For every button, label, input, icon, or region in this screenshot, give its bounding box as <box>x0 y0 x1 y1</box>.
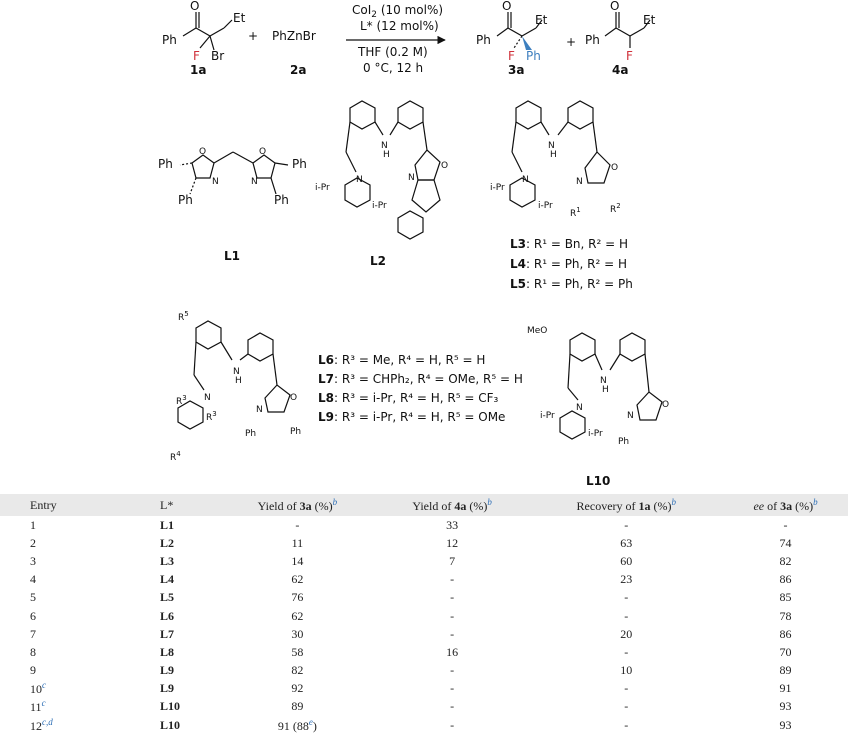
cell-ligand: L9 <box>160 681 175 696</box>
ligand-L1-label: L1 <box>224 249 240 263</box>
cell-yield-3a: 82 <box>291 663 304 678</box>
cell-yield-4a: - <box>450 699 455 714</box>
svg-text:Ph: Ph <box>618 437 630 447</box>
ligand-L2-label: L2 <box>370 254 386 268</box>
svg-text:O: O <box>502 0 512 13</box>
svg-text:MeO: MeO <box>527 326 548 336</box>
svg-text:i-Pr: i-Pr <box>315 183 330 193</box>
cell-entry: 7 <box>30 626 36 641</box>
cell-entry: 5 <box>30 590 36 605</box>
reagent-label: 2a <box>290 63 307 77</box>
svg-text:N: N <box>233 367 240 377</box>
svg-text:Ph: Ph <box>526 49 541 63</box>
svg-text:H: H <box>383 150 390 160</box>
cell-yield-3a: 11 <box>291 535 304 550</box>
svg-text:N: N <box>408 173 415 183</box>
svg-text:CoI2 (10 mol%): CoI$_2$ (10 mol%) <box>352 3 444 20</box>
cell-entry: 9 <box>30 663 36 678</box>
svg-text:H: H <box>602 385 609 395</box>
cell-yield-4a: - <box>450 608 455 623</box>
cell-yield-3a: 58 <box>291 644 304 659</box>
svg-text:Ph: Ph <box>274 193 289 207</box>
svg-text:R3: $R^3$ <box>176 394 187 407</box>
cell-recovery-1a: - <box>624 699 629 714</box>
cell-ee-3a: 91 <box>779 681 792 696</box>
cell-yield-3a: 76 <box>291 590 304 605</box>
cell-recovery-1a: 60 <box>620 553 633 568</box>
substrate-et: Et <box>233 11 246 25</box>
ligand-L10-label: L10 <box>586 474 611 488</box>
svg-text:O: O <box>190 0 200 13</box>
table-row <box>0 607 848 625</box>
substrate-1a <box>162 0 246 77</box>
cell-ee-3a: 85 <box>779 590 792 605</box>
cell-entry: 12$^{c,d}$ <box>30 716 53 733</box>
cell-yield-4a: - <box>450 626 455 641</box>
cell-entry: 6 <box>30 608 36 623</box>
reagent-2a <box>272 29 316 77</box>
reagent-formula: PhZnBr <box>272 29 316 43</box>
cell-ee-3a: 74 <box>779 535 792 550</box>
cell-recovery-1a: 23 <box>620 572 633 587</box>
cell-recovery-1a: - <box>624 717 629 732</box>
cell-entry: 2 <box>30 535 36 550</box>
substrate-label: 1a <box>190 63 207 77</box>
cell-recovery-1a: - <box>624 644 629 659</box>
svg-text:N: N <box>381 141 388 151</box>
svg-text:L7: R³ = CHPh₂, R⁴ = OMe, R⁵ =: L7: R³ = CHPh₂, R⁴ = OMe, R⁵ = H <box>318 372 523 386</box>
table-row <box>0 589 848 607</box>
table-body <box>0 516 848 734</box>
condition-temp: 0 °C, 12 h <box>363 61 424 75</box>
header-ee-3a: ee of 3a (%)$^b$ <box>753 496 818 513</box>
cell-ee-3a: 93 <box>779 717 792 732</box>
cell-entry: 8 <box>30 644 36 659</box>
svg-text:N: N <box>548 141 555 151</box>
ligand-L2 <box>315 101 448 268</box>
svg-text:i-Pr: i-Pr <box>372 201 387 211</box>
side-product-4a <box>585 0 656 77</box>
table-row <box>0 534 848 552</box>
header-yield-3a: Yield of 3a (%)$^b$ <box>257 496 338 513</box>
svg-text:i-Pr: i-Pr <box>588 429 603 439</box>
svg-text:N: N <box>627 411 634 421</box>
svg-text:N: N <box>600 376 607 386</box>
cell-ligand: L8 <box>160 644 175 659</box>
cell-ee-3a: 93 <box>779 699 792 714</box>
table-row <box>0 698 848 716</box>
svg-text:Et: Et <box>643 13 656 27</box>
svg-text:Ph: Ph <box>585 33 600 47</box>
svg-text:N: N <box>576 403 583 413</box>
cell-ligand: L1 <box>160 517 175 532</box>
cell-entry: 11$^c$ <box>30 698 46 715</box>
product-3a <box>476 0 548 77</box>
svg-text:L4: R¹ = Ph, R² = H: L4: R¹ = Ph, R² = H <box>510 257 628 271</box>
svg-text:N: N <box>522 175 529 185</box>
cell-ligand: L10 <box>160 699 181 714</box>
svg-text:O: O <box>259 147 267 157</box>
svg-text:i-Pr: i-Pr <box>540 411 555 421</box>
svg-text:O: O <box>290 393 298 403</box>
cell-yield-4a: - <box>450 681 455 696</box>
cell-ee-3a: 86 <box>779 626 792 641</box>
cell-yield-3a: 62 <box>291 572 304 587</box>
svg-text:i-Pr: i-Pr <box>538 201 553 211</box>
cell-ligand: L6 <box>160 608 175 623</box>
cell-ee-3a: 78 <box>779 608 792 623</box>
cell-recovery-1a: - <box>624 608 629 623</box>
condition-solvent: THF (0.2 M) <box>358 45 428 59</box>
svg-text:Ph: Ph <box>290 427 302 437</box>
svg-text:O: O <box>610 0 620 13</box>
svg-text:R5: $R^5$ <box>178 310 189 323</box>
svg-text:Ph: Ph <box>292 157 307 171</box>
svg-text:H: H <box>550 150 557 160</box>
svg-text:Et: Et <box>535 13 548 27</box>
product-label: 3a <box>508 63 525 77</box>
table-row <box>0 552 848 570</box>
cell-yield-3a: 14 <box>291 553 304 568</box>
svg-text:N: N <box>576 177 583 187</box>
cell-yield-4a: - <box>450 572 455 587</box>
svg-text:R3: $R^3$ <box>206 410 217 423</box>
svg-text:Ph: Ph <box>178 193 193 207</box>
cell-ligand: L7 <box>160 626 175 641</box>
cell-recovery-1a: 10 <box>620 663 633 678</box>
cell-recovery-1a: 20 <box>620 626 633 641</box>
table-header-row <box>0 494 848 516</box>
svg-text:O: O <box>662 400 670 410</box>
cell-ligand: L10 <box>160 717 181 732</box>
cell-yield-4a: - <box>450 590 455 605</box>
cell-recovery-1a: - <box>624 681 629 696</box>
optimization-table <box>0 494 848 734</box>
table-row <box>0 625 848 643</box>
svg-text:F: F <box>626 49 633 63</box>
cell-yield-4a: 7 <box>449 553 456 568</box>
table-row <box>0 516 848 534</box>
svg-text:R4: $R^4$ <box>170 450 181 463</box>
cell-ee-3a: 89 <box>779 663 792 678</box>
substrate-ph: Ph <box>162 33 177 47</box>
svg-text:R1: $R^1$ <box>570 206 581 219</box>
svg-text:N: N <box>212 177 219 187</box>
cell-entry: 1 <box>30 517 36 532</box>
svg-text:N: N <box>251 177 258 187</box>
header-entry: Entry <box>30 497 57 512</box>
table-row <box>0 571 848 589</box>
cell-yield-4a: - <box>450 717 455 732</box>
ligand-L6-L9 <box>170 310 523 463</box>
table-row <box>0 643 848 661</box>
svg-text:N: N <box>256 405 263 415</box>
table-row <box>0 680 848 698</box>
svg-text:H: H <box>235 376 242 386</box>
cell-ligand: L9 <box>160 663 175 678</box>
svg-text:Ph: Ph <box>245 429 257 439</box>
cell-yield-3a: 92 <box>291 681 304 696</box>
cell-ligand: L2 <box>160 535 175 550</box>
ligand-L10 <box>527 326 669 488</box>
svg-text:N: N <box>356 175 363 185</box>
table-row <box>0 662 848 680</box>
cell-yield-4a: 16 <box>446 644 459 659</box>
svg-text:L3: R¹ = Bn, R² = H: L3: R¹ = Bn, R² = H <box>510 237 629 251</box>
cell-recovery-1a: - <box>624 590 629 605</box>
substrate-br: Br <box>211 49 225 63</box>
svg-text:L8: R³ = i-Pr, R⁴ = H, R⁵ = CF: L8: R³ = i-Pr, R⁴ = H, R⁵ = CF₃ <box>318 391 499 405</box>
cell-ligand: L5 <box>160 590 175 605</box>
cell-entry: 10$^c$ <box>30 680 46 697</box>
svg-text:i-Pr: i-Pr <box>490 183 505 193</box>
cell-entry: 4 <box>30 572 36 587</box>
condition-ligand: L* (12 mol%) <box>360 19 439 33</box>
svg-text:L6: R³ = Me, R⁴ = H, R⁵ = H: L6: R³ = Me, R⁴ = H, R⁵ = H <box>318 353 486 367</box>
cell-yield-3a: - <box>295 517 300 532</box>
svg-text:L9: R³ = i-Pr, R⁴ = H, R⁵ = OM: L9: R³ = i-Pr, R⁴ = H, R⁵ = OMe <box>318 410 506 424</box>
ligand-L1 <box>158 147 307 263</box>
svg-text:O: O <box>441 161 449 171</box>
plus-sign-1: + <box>248 29 259 43</box>
cell-ligand: L4 <box>160 572 175 587</box>
cell-recovery-1a: 63 <box>620 535 633 550</box>
header-recovery-1a: Recovery of 1a (%)$^b$ <box>576 496 677 513</box>
cell-recovery-1a: - <box>624 517 629 532</box>
svg-text:O: O <box>199 147 207 157</box>
plus-sign-2: + <box>566 35 577 49</box>
side-product-label: 4a <box>612 63 629 77</box>
cell-yield-4a: 33 <box>446 517 459 532</box>
table-row <box>0 716 848 734</box>
substrate-f: F <box>193 49 200 63</box>
cell-yield-3a: 30 <box>291 626 304 641</box>
svg-text:F: F <box>508 49 515 63</box>
reaction-arrow <box>346 3 445 75</box>
cell-ee-3a: 70 <box>779 644 792 659</box>
header-ligand: L* <box>160 497 174 512</box>
cell-yield-3a: 89 <box>291 699 304 714</box>
svg-text:O: O <box>611 163 619 173</box>
svg-text:R2: $R^2$ <box>610 202 621 215</box>
cell-yield-3a: 62 <box>291 608 304 623</box>
svg-text:Ph: Ph <box>476 33 491 47</box>
cell-ee-3a: - <box>783 517 788 532</box>
cell-ee-3a: 86 <box>779 572 792 587</box>
cell-entry: 3 <box>30 553 36 568</box>
svg-text:L5: R¹ = Ph, R² = Ph: L5: R¹ = Ph, R² = Ph <box>510 277 633 291</box>
cell-yield-4a: 12 <box>446 535 459 550</box>
ligand-L3-L5 <box>490 101 633 291</box>
svg-text:Ph: Ph <box>158 157 173 171</box>
svg-text:N: N <box>204 393 211 403</box>
cell-yield-4a: - <box>450 663 455 678</box>
cell-ee-3a: 82 <box>779 553 792 568</box>
header-yield-4a: Yield of 4a (%)$^b$ <box>412 496 492 513</box>
cell-ligand: L3 <box>160 553 175 568</box>
cell-yield-3a: 91 (88e) <box>277 716 317 733</box>
